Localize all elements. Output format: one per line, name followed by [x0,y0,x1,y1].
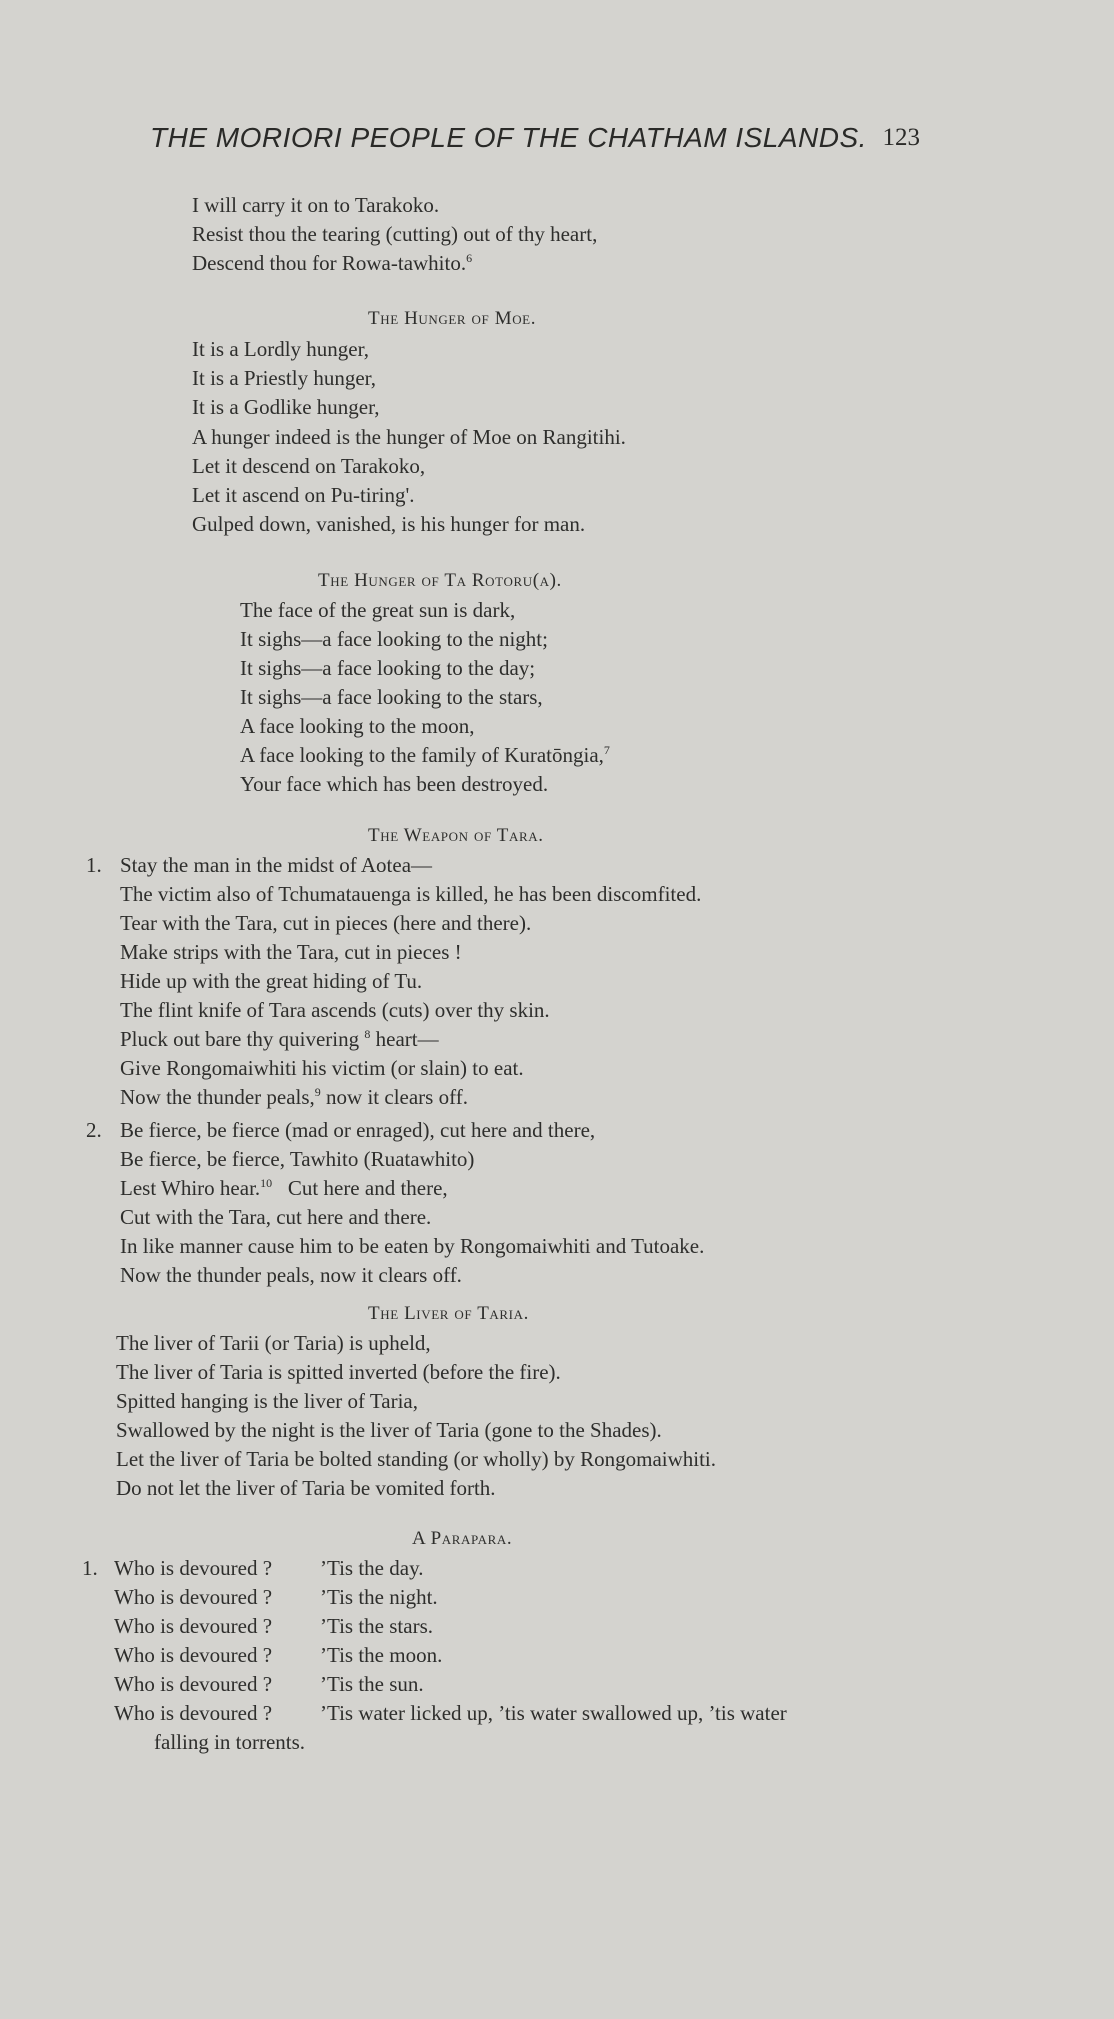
poem-line: Let it ascend on Pu-tiring'. [192,483,415,507]
poem-line: Let the liver of Taria be bolted standing (or wholly) by Rongomaiwhiti. [116,1447,717,1471]
page-number: 123 [882,124,920,151]
intro-line: I will carry it on to Tarakoko. [192,193,440,217]
poem-line: It is a Lordly hunger, [192,337,370,361]
answer: ’Tis water licked up, ’tis water swallowed up, ’tis water [320,1701,787,1725]
question: Who is devoured ? [114,1701,273,1725]
answer: ’Tis the stars. [320,1614,433,1638]
poem-line: A face looking to the moon, [240,714,475,738]
poem-line: Be fierce, be fierce, Tawhito (Ruatawhito) [120,1147,475,1171]
poem-line: It sighs—a face looking to the stars, [240,685,543,709]
section-heading-moe: The Hunger of Moe. [368,308,537,329]
section-heading-rotoru: The Hunger of Ta Rotoru(a). [318,570,562,591]
poem-line: Do not let the liver of Taria be vomited forth. [116,1476,496,1500]
section-heading-taria: The Liver of Taria. [368,1303,529,1324]
footnote-ref: 6 [466,251,473,265]
intro-line: Resist thou the tearing (cutting) out of thy heart, [192,222,598,246]
question: Who is devoured ? [114,1556,273,1580]
poem-line: The liver of Taria is spitted inverted (before the fire). [116,1360,561,1384]
poem-line: Be fierce, be fierce (mad or enraged), cut here and there, [120,1118,596,1142]
footnote-ref: 10 [260,1176,273,1190]
footnote-ref: 8 [364,1027,371,1041]
poem-line: Spitted hanging is the liver of Taria, [116,1389,418,1413]
poem-line: Your face which has been destroyed. [240,772,549,796]
answer: ’Tis the sun. [320,1672,424,1696]
question: Who is devoured ? [114,1614,273,1638]
poem-line: The face of the great sun is dark, [240,598,516,622]
poem-line: Cut with the Tara, cut here and there. [120,1205,432,1229]
footnote-ref: 7 [603,743,610,757]
poem-line: Let it descend on Tarakoko, [192,454,426,478]
verse-number: 1. [82,1556,98,1580]
poem-line: Stay the man in the midst of Aotea— [120,853,433,877]
poem-line: Gulped down, vanished, is his hunger for man. [192,512,586,536]
section-heading-tara: The Weapon of Tara. [368,825,544,846]
poem-line: Lest Whiro hear.$^{10}$ Cut here and there, [120,1176,448,1200]
footnote-ref: 9 [314,1085,321,1099]
answer: ’Tis the night. [320,1585,438,1609]
poem-line: It sighs—a face looking to the day; [240,656,536,680]
poem-line: A face looking to the family of Kuratōngia,$^7$ [240,743,610,767]
running-header [150,122,926,162]
running-title: THE MORIORI PEOPLE OF THE CHATHAM ISLANDS. [150,122,867,153]
poem-line: It is a Priestly hunger, [192,366,377,390]
poem-line: A hunger indeed is the hunger of Moe on Rangitihi. [192,425,626,449]
poem-line: The victim also of Tchumatauenga is killed, he has been discomfited. [120,882,702,906]
answer: ’Tis the moon. [320,1643,443,1667]
poem-line: The liver of Tarii (or Taria) is upheld, [116,1331,431,1355]
poem-line: Now the thunder peals,$^9$ now it clears off. [120,1085,468,1109]
answer: ’Tis the day. [320,1556,424,1580]
verse-number: 2. [86,1118,102,1142]
question: Who is devoured ? [114,1643,273,1667]
poem-line: Tear with the Tara, cut in pieces (here and there). [120,911,532,935]
poem-line: It is a Godlike hunger, [192,395,380,419]
poem-line: falling in torrents. [154,1730,306,1754]
question: Who is devoured ? [114,1585,273,1609]
poem-line: The flint knife of Tara ascends (cuts) over thy skin. [120,998,550,1022]
poem-line: Hide up with the great hiding of Tu. [120,969,423,993]
question: Who is devoured ? [114,1672,273,1696]
poem-line: In like manner cause him to be eaten by Rongomaiwhiti and Tutoake. [120,1234,705,1258]
verse-number: 1. [86,853,102,877]
poem-line: Make strips with the Tara, cut in pieces ! [120,940,462,964]
poem-line: Now the thunder peals, now it clears off. [120,1263,462,1287]
poem-line: It sighs—a face looking to the night; [240,627,548,651]
poem-line: Swallowed by the night is the liver of Taria (gone to the Shades). [116,1418,662,1442]
intro-line: Descend thou for Rowa-tawhito.$^6$ [192,251,473,275]
section-heading-parapara: A Parapara. [412,1528,513,1549]
poem-line: Give Rongomaiwhiti his victim (or slain) to eat. [120,1056,524,1080]
poem-line: Pluck out bare thy quivering $^8$ heart— [120,1027,439,1051]
